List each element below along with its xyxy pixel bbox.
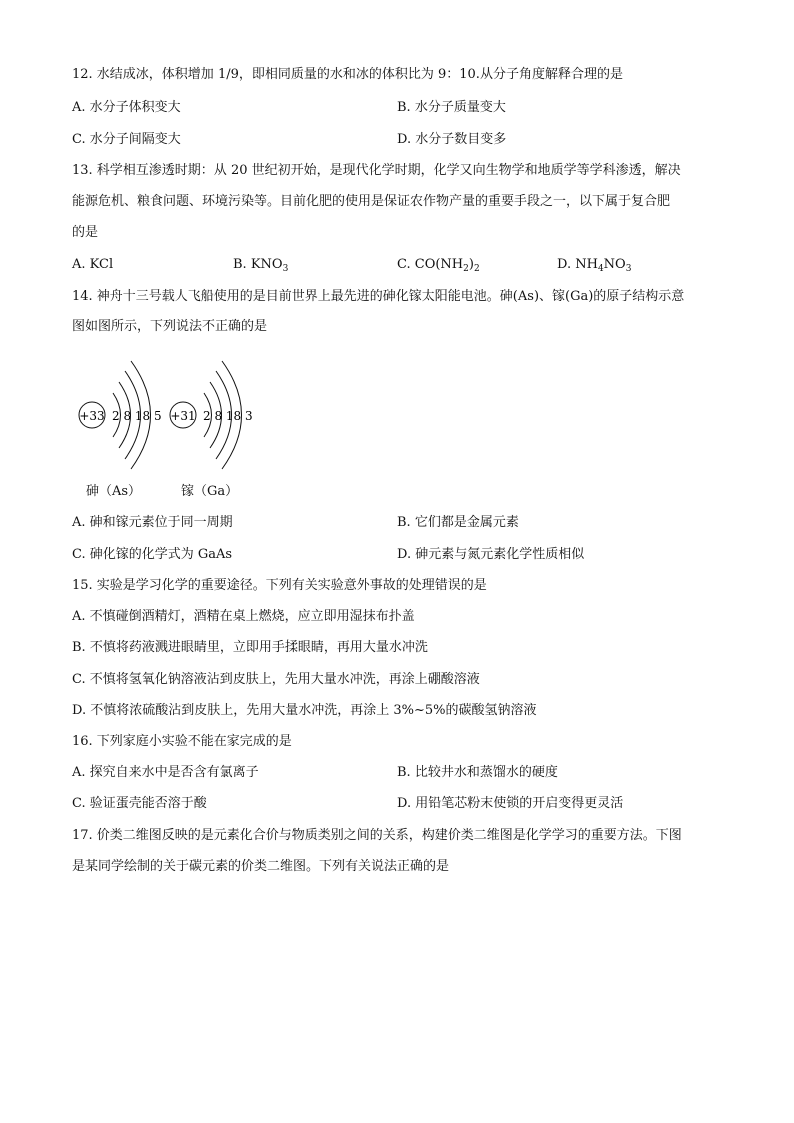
ga-nucleus-charge: +31 — [170, 409, 196, 423]
q15-option-d: D. 不慎将浓硫酸沾到皮肤上，先用大量水冲洗，再涂上 3%~5%的碳酸氢钠溶液 — [72, 703, 537, 718]
ga-label: 镓（Ga） — [181, 484, 239, 499]
as-electron-counts: 2 8 18 5 — [112, 409, 162, 423]
as-label: 砷（As） — [86, 484, 142, 499]
as-atom-diagram — [79, 361, 162, 469]
q13-stem-line1: 13. 科学相互渗透时期：从 20 世纪初开始，是现代化学时期，化学又向生物学和地质学等学科渗透，解决 — [72, 163, 681, 178]
q13-stem-line2: 能源危机、粮食问题、环境污染等。目前化肥的使用是保证农作物产量的重要手段之一，以下属于复合肥 — [72, 194, 671, 209]
q12-option-d: D. 水分子数目变多 — [397, 132, 507, 147]
q12-option-b: B. 水分子质量变大 — [397, 100, 506, 115]
q15-option-a: A. 不慎碰倒酒精灯，酒精在桌上燃烧，应立即用湿抹布扑盖 — [72, 609, 415, 624]
q17-stem-line2: 是某同学绘制的关于碳元素的价类二维图。下列有关说法正确的是 — [72, 859, 450, 874]
q14-stem-line2: 图如图所示，下列说法不正确的是 — [72, 319, 268, 334]
q16-stem: 16. 下列家庭小实验不能在家完成的是 — [72, 734, 292, 749]
q15-stem: 15. 实验是学习化学的重要途径。下列有关实验意外事故的处理错误的是 — [72, 578, 487, 593]
q12-option-a: A. 水分子体积变大 — [72, 100, 181, 115]
ga-atom-diagram — [170, 361, 253, 469]
q13-option-b-sub: 3 — [282, 264, 289, 274]
q13-option-d-text: D. NH — [557, 257, 598, 272]
q14-option-b: B. 它们都是金属元素 — [397, 515, 519, 530]
q13-option-c-mid: ) — [468, 257, 474, 272]
q13-option-d-mid: NO — [603, 257, 626, 272]
q13-option-c-sub1: 2 — [463, 264, 469, 274]
q13-option-d-sub2: 3 — [625, 264, 632, 274]
q15-option-b: B. 不慎将药液溅进眼睛里，立即用手揉眼睛，再用大量水冲洗 — [72, 640, 428, 655]
q17-stem-line1: 17. 价类二维图反映的是元素化合价与物质类别之间的关系，构建价类二维图是化学学习的重要方法。下图 — [72, 828, 682, 843]
q13-option-b-text: B. KNO — [233, 257, 283, 272]
q15-option-c: C. 不慎将氢氧化钠溶液沾到皮肤上，先用大量水冲洗，再涂上硼酸溶液 — [72, 672, 480, 687]
atomic-structure-diagram — [72, 360, 272, 470]
q13-option-c-sub2: 2 — [473, 264, 480, 274]
q12-stem: 12. 水结成冰，体积增加 1/9，即相同质量的水和冰的体积比为 9：10.从分子角度解释合理的是 — [72, 67, 623, 82]
q16-option-b: B. 比较井水和蒸馏水的硬度 — [397, 765, 558, 780]
q16-option-c: C. 验证蛋壳能否溶于酸 — [72, 796, 207, 811]
q14-stem-line1: 14. 神舟十三号载人飞船使用的是目前世界上最先进的砷化镓太阳能电池。砷(As)、镓(Ga)的原子结构示意 — [72, 289, 685, 304]
q13-option-c — [397, 256, 480, 274]
q13-option-b — [233, 256, 288, 274]
q14-option-d: D. 砷元素与氮元素化学性质相似 — [397, 547, 585, 562]
q16-option-a: A. 探究自来水中是否含有氯离子 — [72, 765, 259, 780]
q14-option-a: A. 砷和镓元素位于同一周期 — [72, 515, 233, 530]
q13-option-d-sub1: 4 — [597, 264, 604, 274]
q12-option-c: C. 水分子间隔变大 — [72, 132, 181, 147]
q16-option-d: D. 用铅笔芯粉末使锁的开启变得更灵活 — [397, 796, 624, 811]
ga-electron-counts: 2 8 18 3 — [203, 409, 253, 423]
as-nucleus-charge: +33 — [79, 409, 105, 423]
q13-option-d — [557, 256, 631, 274]
q13-option-a: A. KCl — [72, 257, 114, 272]
q14-option-c: C. 砷化镓的化学式为 GaAs — [72, 547, 233, 562]
q13-option-c-text: C. CO(NH — [397, 257, 464, 272]
q13-stem-line3: 的是 — [72, 225, 99, 240]
